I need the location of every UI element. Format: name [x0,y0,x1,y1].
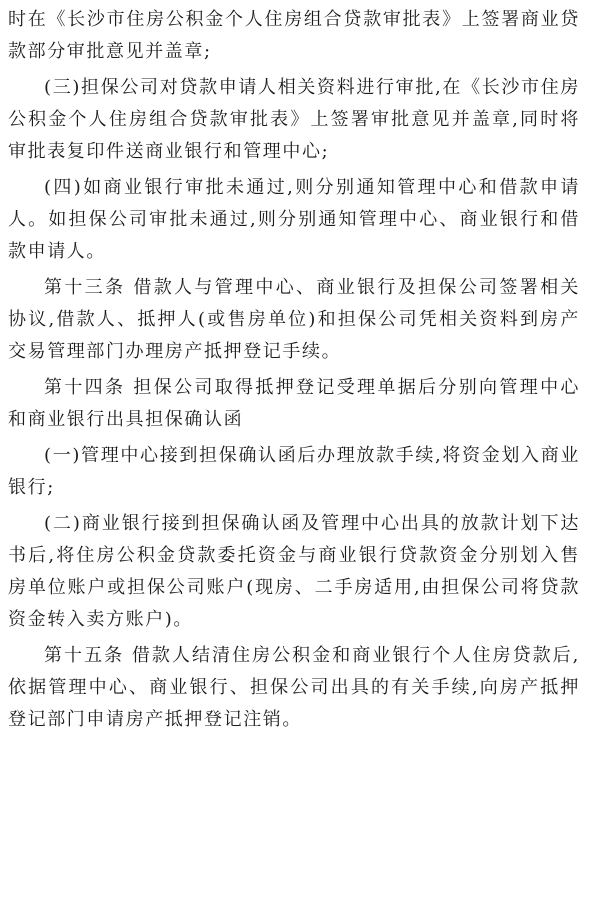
paragraph-article-14-item-2: (二)商业银行接到担保确认函及管理中心出具的放款计划下达书后,将住房公积金贷款委托资金与商业银行贷款资金分别划入售房单位账户或担保公司账户(现房、二手房适用,由担保公司将贷款资金转入卖方账户)。 [8,513,580,630]
paragraph-article-14: 第十四条 担保公司取得抵押登记受理单据后分别向管理中心和商业银行出具担保确认函 [8,377,580,430]
paragraph-article-15: 第十五条 借款人结清住房公积金和商业银行个人住房贷款后,依据管理中心、商业银行、担保公司出具的有关手续,向房产抵押登记部门申请房产抵押登记注销。 [8,645,580,730]
paragraph-article-14-item-1: (一)管理中心接到担保确认函后办理放款手续,将资金划入商业银行; [8,445,580,498]
paragraph-article-13: 第十三条 借款人与管理中心、商业银行及担保公司签署相关协议,借款人、抵押人(或售房单位)和担保公司凭相关资料到房产交易管理部门办理房产抵押登记手续。 [8,277,580,362]
paragraph-continuation: 时在《长沙市住房公积金个人住房组合贷款审批表》上签署商业贷款部分审批意见并盖章; [8,9,580,62]
paragraph-item-4: (四)如商业银行审批未通过,则分别通知管理中心和借款申请人。如担保公司审批未通过,则分别通知管理中心、商业银行和借款申请人。 [8,177,580,262]
paragraph-item-3: (三)担保公司对贷款申请人相关资料进行审批,在《长沙市住房公积金个人住房组合贷款审批表》上签署审批意见并盖章,同时将审批表复印件送商业银行和管理中心; [8,77,580,162]
